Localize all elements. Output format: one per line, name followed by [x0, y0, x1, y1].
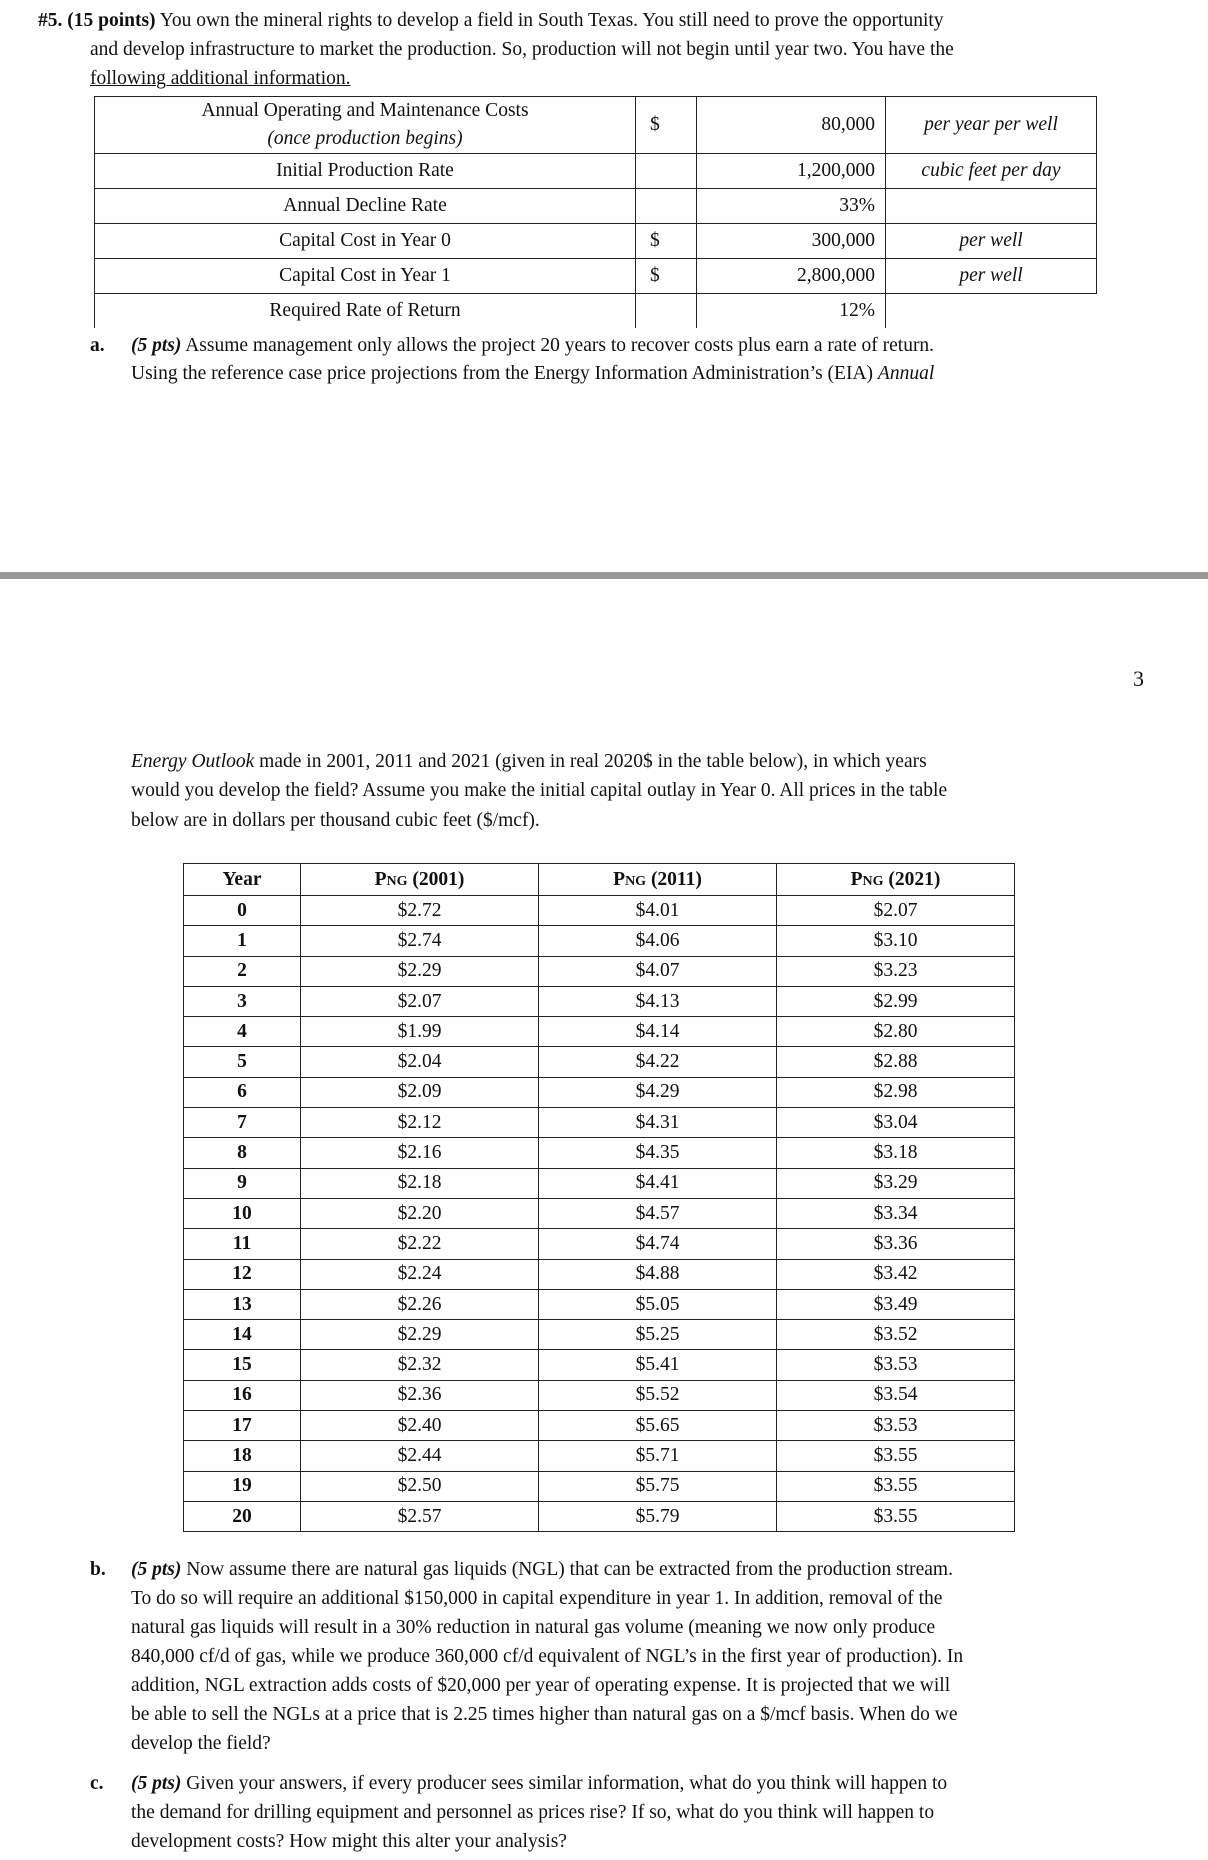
- price-table-row: [184, 1289, 1015, 1319]
- header-year: Year: [184, 864, 301, 896]
- price-cell: $3.53: [777, 1411, 1015, 1441]
- year-cell: 5: [184, 1047, 301, 1077]
- part-b-line-4: 840,000 cf/d of gas, while we produce 360,000 cf/d equivalent of NGL’s in the first year of production). In: [131, 1646, 964, 1667]
- info-value: 300,000: [697, 224, 886, 259]
- price-cell: $5.79: [539, 1501, 777, 1531]
- price-table-header: [184, 864, 1015, 896]
- info-label-sub: (once production begins): [267, 128, 463, 149]
- part-b-line-5: addition, NGL extraction adds costs of $20,000 per year of operating expense. It is projected that we will: [131, 1675, 951, 1696]
- price-cell: $2.98: [777, 1077, 1015, 1107]
- part-a-line-2: [131, 359, 934, 388]
- price-cell: $5.65: [539, 1411, 777, 1441]
- info-row: [95, 97, 1097, 154]
- part-a-points: (5 pts): [131, 335, 182, 356]
- part-b-line-3: natural gas liquids will result in a 30% reduction in natural gas volume (meaning we now only produce: [131, 1617, 936, 1638]
- price-table-row: [184, 1259, 1015, 1289]
- info-value: 2,800,000: [697, 259, 886, 294]
- price-cell: $4.31: [539, 1108, 777, 1138]
- info-unit: cubic feet per day: [886, 154, 1097, 189]
- price-table-row: [184, 956, 1015, 986]
- price-cell: $4.57: [539, 1198, 777, 1228]
- price-cell: $3.23: [777, 956, 1015, 986]
- info-currency: $: [636, 259, 697, 294]
- price-cell: $3.42: [777, 1259, 1015, 1289]
- info-currency: [636, 189, 697, 224]
- price-table-row: [184, 1198, 1015, 1228]
- header-ng: NG: [862, 873, 884, 889]
- price-cell: $3.54: [777, 1380, 1015, 1410]
- price-cell: $3.29: [777, 1168, 1015, 1198]
- header-year-label: (2021): [883, 868, 941, 890]
- price-cell: $2.29: [301, 1320, 539, 1350]
- year-cell: 4: [184, 1017, 301, 1047]
- price-cell: $2.36: [301, 1380, 539, 1410]
- price-table-row: [184, 1441, 1015, 1471]
- part-a-cont-line-2: would you develop the field? Assume you make the initial capital outlay in Year 0. All prices in the table: [131, 780, 948, 801]
- price-cell: $2.07: [777, 896, 1015, 926]
- price-cell: $1.99: [301, 1017, 539, 1047]
- year-cell: 0: [184, 896, 301, 926]
- price-table-row: [184, 986, 1015, 1016]
- info-label: Capital Cost in Year 1: [95, 259, 636, 294]
- info-unit: per year per well: [886, 97, 1097, 154]
- price-cell: $4.88: [539, 1259, 777, 1289]
- price-cell: $4.29: [539, 1077, 777, 1107]
- price-cell: $3.55: [777, 1441, 1015, 1471]
- year-cell: 20: [184, 1501, 301, 1531]
- price-cell: $2.32: [301, 1350, 539, 1380]
- price-cell: $2.40: [301, 1411, 539, 1441]
- info-value: 12%: [697, 294, 886, 329]
- price-table-row: [184, 1411, 1015, 1441]
- part-a-italic: Annual: [877, 363, 935, 384]
- header-year-label: (2011): [646, 868, 702, 890]
- price-cell: $4.74: [539, 1229, 777, 1259]
- header-p: P: [850, 868, 863, 890]
- price-cell: $2.26: [301, 1289, 539, 1319]
- price-cell: $4.13: [539, 986, 777, 1016]
- info-unit: [886, 294, 1097, 329]
- price-cell: $4.22: [539, 1047, 777, 1077]
- price-cell: $3.36: [777, 1229, 1015, 1259]
- price-cell: $2.16: [301, 1138, 539, 1168]
- part-c-marker: c.: [90, 1773, 104, 1794]
- question-number: #5.: [38, 10, 63, 31]
- year-cell: 19: [184, 1471, 301, 1501]
- price-table-row: [184, 1168, 1015, 1198]
- question-points: (15 points): [67, 10, 156, 31]
- year-cell: 18: [184, 1441, 301, 1471]
- price-table-row: [184, 1501, 1015, 1531]
- price-table-row: [184, 1380, 1015, 1410]
- price-table-row: [184, 1017, 1015, 1047]
- part-b-text: Now assume there are natural gas liquids (NGL) that can be extracted from the production stream.: [186, 1559, 953, 1580]
- info-table: [94, 96, 1097, 328]
- year-cell: 13: [184, 1289, 301, 1319]
- price-table-row: [184, 926, 1015, 956]
- info-currency: $: [636, 224, 697, 259]
- year-cell: 8: [184, 1138, 301, 1168]
- info-currency: [636, 294, 697, 329]
- intro-text: You own the mineral rights to develop a field in South Texas. You still need to prove the opportunity: [159, 10, 944, 31]
- price-cell: $2.09: [301, 1077, 539, 1107]
- price-cell: $2.74: [301, 926, 539, 956]
- price-cell: $3.55: [777, 1471, 1015, 1501]
- year-cell: 2: [184, 956, 301, 986]
- price-cell: $2.20: [301, 1198, 539, 1228]
- info-value: 80,000: [697, 97, 886, 154]
- year-cell: 9: [184, 1168, 301, 1198]
- header-png-2001: [301, 864, 539, 896]
- price-table-row: [184, 1108, 1015, 1138]
- part-c-text: Given your answers, if every producer sees similar information, what do you think will happen to: [186, 1773, 948, 1794]
- price-table-row: [184, 896, 1015, 926]
- price-cell: $3.34: [777, 1198, 1015, 1228]
- price-table: [183, 863, 1015, 1532]
- year-cell: 10: [184, 1198, 301, 1228]
- info-row: [95, 224, 1097, 259]
- price-cell: $2.12: [301, 1108, 539, 1138]
- info-unit: [886, 189, 1097, 224]
- question-intro-line-3: following additional information.: [90, 68, 351, 89]
- part-b-line-7: develop the field?: [131, 1733, 271, 1754]
- year-cell: 16: [184, 1380, 301, 1410]
- price-cell: $2.07: [301, 986, 539, 1016]
- price-table-row: [184, 1077, 1015, 1107]
- part-a-cont-text: made in 2001, 2011 and 2021 (given in real 2020$ in the table below), in which years: [259, 751, 927, 772]
- info-label: [95, 97, 636, 154]
- info-row: [95, 259, 1097, 294]
- info-currency: [636, 154, 697, 189]
- info-value: 1,200,000: [697, 154, 886, 189]
- part-a-line-1: [131, 331, 934, 360]
- question-intro-line-1: [38, 6, 944, 35]
- part-b-line-6: be able to sell the NGLs at a price that is 2.25 times higher than natural gas on a $/mcf basis. When do we: [131, 1704, 958, 1725]
- header-ng: NG: [625, 873, 647, 889]
- price-cell: $2.80: [777, 1017, 1015, 1047]
- year-cell: 7: [184, 1108, 301, 1138]
- price-cell: $3.18: [777, 1138, 1015, 1168]
- price-cell: $3.04: [777, 1108, 1015, 1138]
- price-table-row: [184, 1047, 1015, 1077]
- part-a-text: Using the reference case price projections from the Energy Information Administration’s (EIA): [131, 363, 874, 384]
- year-cell: 15: [184, 1350, 301, 1380]
- info-currency: $: [636, 97, 697, 154]
- info-row: [95, 294, 1097, 329]
- price-cell: $2.44: [301, 1441, 539, 1471]
- page-number: 3: [1133, 666, 1144, 691]
- header-ng: NG: [386, 873, 408, 889]
- price-cell: $2.29: [301, 956, 539, 986]
- info-row: [95, 189, 1097, 224]
- part-a-marker: a.: [90, 335, 105, 356]
- price-table-row: [184, 1350, 1015, 1380]
- price-cell: $5.41: [539, 1350, 777, 1380]
- header-p: P: [613, 868, 626, 890]
- info-unit: per well: [886, 259, 1097, 294]
- info-label: Capital Cost in Year 0: [95, 224, 636, 259]
- price-cell: $3.10: [777, 926, 1015, 956]
- year-cell: 6: [184, 1077, 301, 1107]
- part-b-line-2: To do so will require an additional $150,000 in capital expenditure in year 1. In addition, removal of the: [131, 1588, 943, 1609]
- price-cell: $4.01: [539, 896, 777, 926]
- info-row: [95, 154, 1097, 189]
- price-cell: $2.88: [777, 1047, 1015, 1077]
- price-cell: $5.05: [539, 1289, 777, 1319]
- info-label: Initial Production Rate: [95, 154, 636, 189]
- year-cell: 11: [184, 1229, 301, 1259]
- info-label-main: Annual Operating and Maintenance Costs: [201, 100, 529, 121]
- price-cell: $2.72: [301, 896, 539, 926]
- part-a-cont-italic: Energy Outlook: [131, 751, 255, 772]
- price-table-row: [184, 1320, 1015, 1350]
- price-cell: $3.53: [777, 1350, 1015, 1380]
- price-cell: $4.41: [539, 1168, 777, 1198]
- price-cell: $4.07: [539, 956, 777, 986]
- price-cell: $2.18: [301, 1168, 539, 1198]
- price-cell: $3.55: [777, 1501, 1015, 1531]
- price-cell: $5.52: [539, 1380, 777, 1410]
- price-cell: $2.24: [301, 1259, 539, 1289]
- part-a-cont-line-1: [131, 747, 927, 776]
- part-a-cont-line-3: below are in dollars per thousand cubic feet ($/mcf).: [131, 810, 540, 831]
- header-year-label: (2001): [407, 868, 465, 890]
- year-cell: 12: [184, 1259, 301, 1289]
- price-cell: $5.25: [539, 1320, 777, 1350]
- price-cell: $2.50: [301, 1471, 539, 1501]
- part-a-text: Assume management only allows the project 20 years to recover costs plus earn a rate of return.: [185, 335, 935, 356]
- price-cell: $4.14: [539, 1017, 777, 1047]
- year-cell: 17: [184, 1411, 301, 1441]
- part-c-line-2: the demand for drilling equipment and personnel as prices rise? If so, what do you think will happen to: [131, 1802, 935, 1823]
- year-cell: 3: [184, 986, 301, 1016]
- price-cell: $3.49: [777, 1289, 1015, 1319]
- part-c-line-3: development costs? How might this alter your analysis?: [131, 1831, 567, 1852]
- part-b-line-1: [131, 1555, 953, 1584]
- part-b-marker: b.: [90, 1559, 106, 1580]
- price-cell: $2.99: [777, 986, 1015, 1016]
- price-cell: $5.75: [539, 1471, 777, 1501]
- price-cell: $5.71: [539, 1441, 777, 1471]
- question-intro-line-2: and develop infrastructure to market the production. So, production will not begin until year two. You have the: [90, 39, 954, 60]
- price-cell: $3.52: [777, 1320, 1015, 1350]
- price-cell: $2.04: [301, 1047, 539, 1077]
- page-divider: [0, 572, 1208, 579]
- info-label: Required Rate of Return: [95, 294, 636, 329]
- part-c-points: (5 pts): [131, 1773, 182, 1794]
- header-png-2011: [539, 864, 777, 896]
- price-cell: $2.57: [301, 1501, 539, 1531]
- price-cell: $4.06: [539, 926, 777, 956]
- year-cell: 14: [184, 1320, 301, 1350]
- price-table-row: [184, 1138, 1015, 1168]
- info-value: 33%: [697, 189, 886, 224]
- price-table-row: [184, 1229, 1015, 1259]
- part-b-points: (5 pts): [131, 1559, 182, 1580]
- price-cell: $2.22: [301, 1229, 539, 1259]
- part-c-line-1: [131, 1769, 947, 1798]
- price-table-row: [184, 1471, 1015, 1501]
- year-cell: 1: [184, 926, 301, 956]
- header-p: P: [374, 868, 387, 890]
- info-label: Annual Decline Rate: [95, 189, 636, 224]
- header-png-2021: [777, 864, 1015, 896]
- price-cell: $4.35: [539, 1138, 777, 1168]
- info-unit: per well: [886, 224, 1097, 259]
